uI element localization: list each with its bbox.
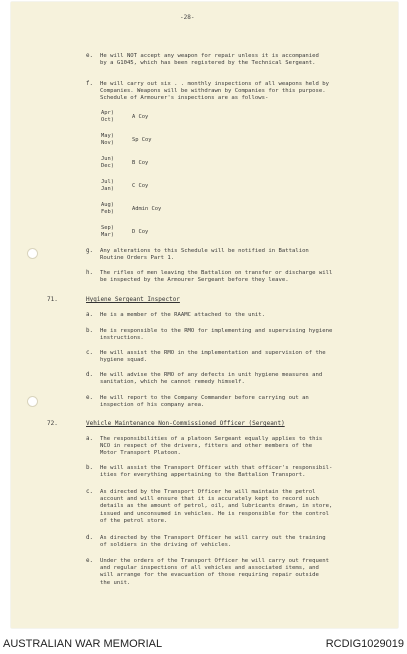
paragraph-line: inspection of his company area. [100, 402, 205, 409]
paragraph-line: issued and unconsumed in vehicles. He is responsible for the control [100, 510, 330, 517]
paragraph-line: ities for everything appertaining to the Battalion Transport. [100, 472, 306, 479]
paragraph-line: Under the orders of the Transport Officer he will carry out frequent [100, 558, 330, 564]
paragraph-letter: b. [86, 328, 93, 334]
schedule-months: Jun) Dec) [101, 156, 114, 169]
paragraph-line: of soldiers in the driving of vehicles. [100, 542, 232, 549]
page-number: -28- [180, 14, 195, 21]
paragraph-letter: a. [86, 312, 93, 318]
paragraph-line: details as the amount of petrol, oil, and lubricants drawn, in store, [100, 503, 333, 510]
paragraph-line: account and will ensure that it is accurately kept to record such [100, 496, 319, 503]
paragraph-line: of the petrol store. [100, 517, 168, 524]
punch-hole [27, 248, 38, 259]
paragraph-line: As directed by the Transport Officer he will carry out the training [100, 535, 326, 541]
paragraph-line: He will NOT accept any weapon for repair unless it is accompanied [100, 53, 319, 59]
paragraph-line: The rifles of men leaving the Battalion on transfer or discharge will [100, 270, 333, 276]
paragraph-letter: d. [86, 372, 93, 378]
paragraph-letter: c. [86, 489, 93, 495]
paragraph-letter: a. [86, 436, 93, 442]
schedule-months: May) Nov) [101, 133, 114, 146]
schedule-company: Sp Coy [132, 137, 152, 143]
paragraph-line: Schedule of Armourer's inspections are as follows- [100, 95, 269, 102]
section-number: 72. [47, 420, 58, 427]
paragraph-line: He will advise the RMO of any defects in unit hygiene measures and [100, 372, 323, 378]
paragraph-line: He will assist the Transport Officer with that officer's responsibil- [100, 465, 333, 471]
paragraph-line: Companies. Weapons will be withdrawn by Companies for this purpose. [100, 88, 326, 95]
schedule-company: D Coy [132, 229, 149, 235]
paragraph-line: Any alterations to this Schedule will be notified in Battalion [100, 248, 309, 254]
paragraph-line: He will assist the RMO in the implementation and supervision of the [100, 350, 326, 356]
schedule-company: C Coy [132, 183, 149, 189]
paragraph-letter: g. [86, 248, 93, 254]
paragraph-line: will arrange for the evacuation of those requiring repair outside [100, 572, 319, 579]
paragraph-line: NCO in respect of the drivers, fitters and other members of the [100, 443, 313, 450]
paragraph-line: As directed by the Transport Officer he will maintain the petrol [100, 489, 316, 495]
paragraph-letter: b. [86, 465, 93, 471]
paragraph-letter: e. [86, 558, 93, 564]
footer-institution: AUSTRALIAN WAR MEMORIAL [3, 638, 163, 650]
schedule-months: Apr) Oct) [101, 110, 114, 123]
schedule-company: Admin Coy [132, 206, 162, 212]
footer-record-id: RCDIG1029019 [325, 638, 404, 650]
paragraph-line: He will carry out six . . monthly inspections of all weapons held by [100, 81, 330, 87]
schedule-months: Jul) Jan) [101, 179, 114, 192]
schedule-company: B Coy [132, 160, 149, 166]
footer [0, 636, 407, 654]
paragraph-line: He is a member of the RAAMC attached to the unit. [100, 312, 266, 318]
schedule-company: A Coy [132, 114, 149, 120]
paragraph-line: Motor Transport Platoon. [100, 450, 181, 457]
paragraph-line: by a G1045, which has been registered by the Technical Sergeant. [100, 60, 316, 67]
paragraph-line: He will report to the Company Commander before carrying out an [100, 395, 309, 401]
paragraph-line: the unit. [100, 579, 131, 586]
paragraph-line: He is responsible to the RMO for implementing and supervising hygiene [100, 328, 333, 334]
schedule-months: Sep) Mar) [101, 225, 114, 238]
paragraph-letter: c. [86, 350, 93, 356]
section-heading: Hygiene Sergeant Inspector [86, 296, 180, 303]
paragraph-letter: d. [86, 535, 93, 541]
paragraph-line: sanitation, which he cannot remedy himself. [100, 379, 245, 386]
paragraph-letter: e. [86, 395, 93, 401]
section-number: 71. [47, 296, 58, 303]
paragraph-line: The responsibilities of a platoon Sergeant equally applies to this [100, 436, 323, 442]
schedule-months: Aug) Feb) [101, 202, 114, 215]
paragraph-letter: f. [86, 81, 93, 87]
paragraph-letter: h. [86, 270, 93, 276]
paragraph-line: hygiene squad. [100, 357, 148, 364]
paragraph-line: instructions. [100, 335, 144, 342]
paragraph-line: be inspected by the Armourer Sergeant before they leave. [100, 277, 289, 284]
punch-hole [27, 396, 38, 407]
paragraph-line: Routine Orders Part 1. [100, 255, 175, 262]
section-heading: Vehicle Maintenance Non-Commissioned Officer (Sergeant) [86, 420, 285, 427]
paragraph-line: and regular inspections of all vehicles and associated items, and [100, 565, 319, 572]
paragraph-letter: e. [86, 53, 93, 59]
